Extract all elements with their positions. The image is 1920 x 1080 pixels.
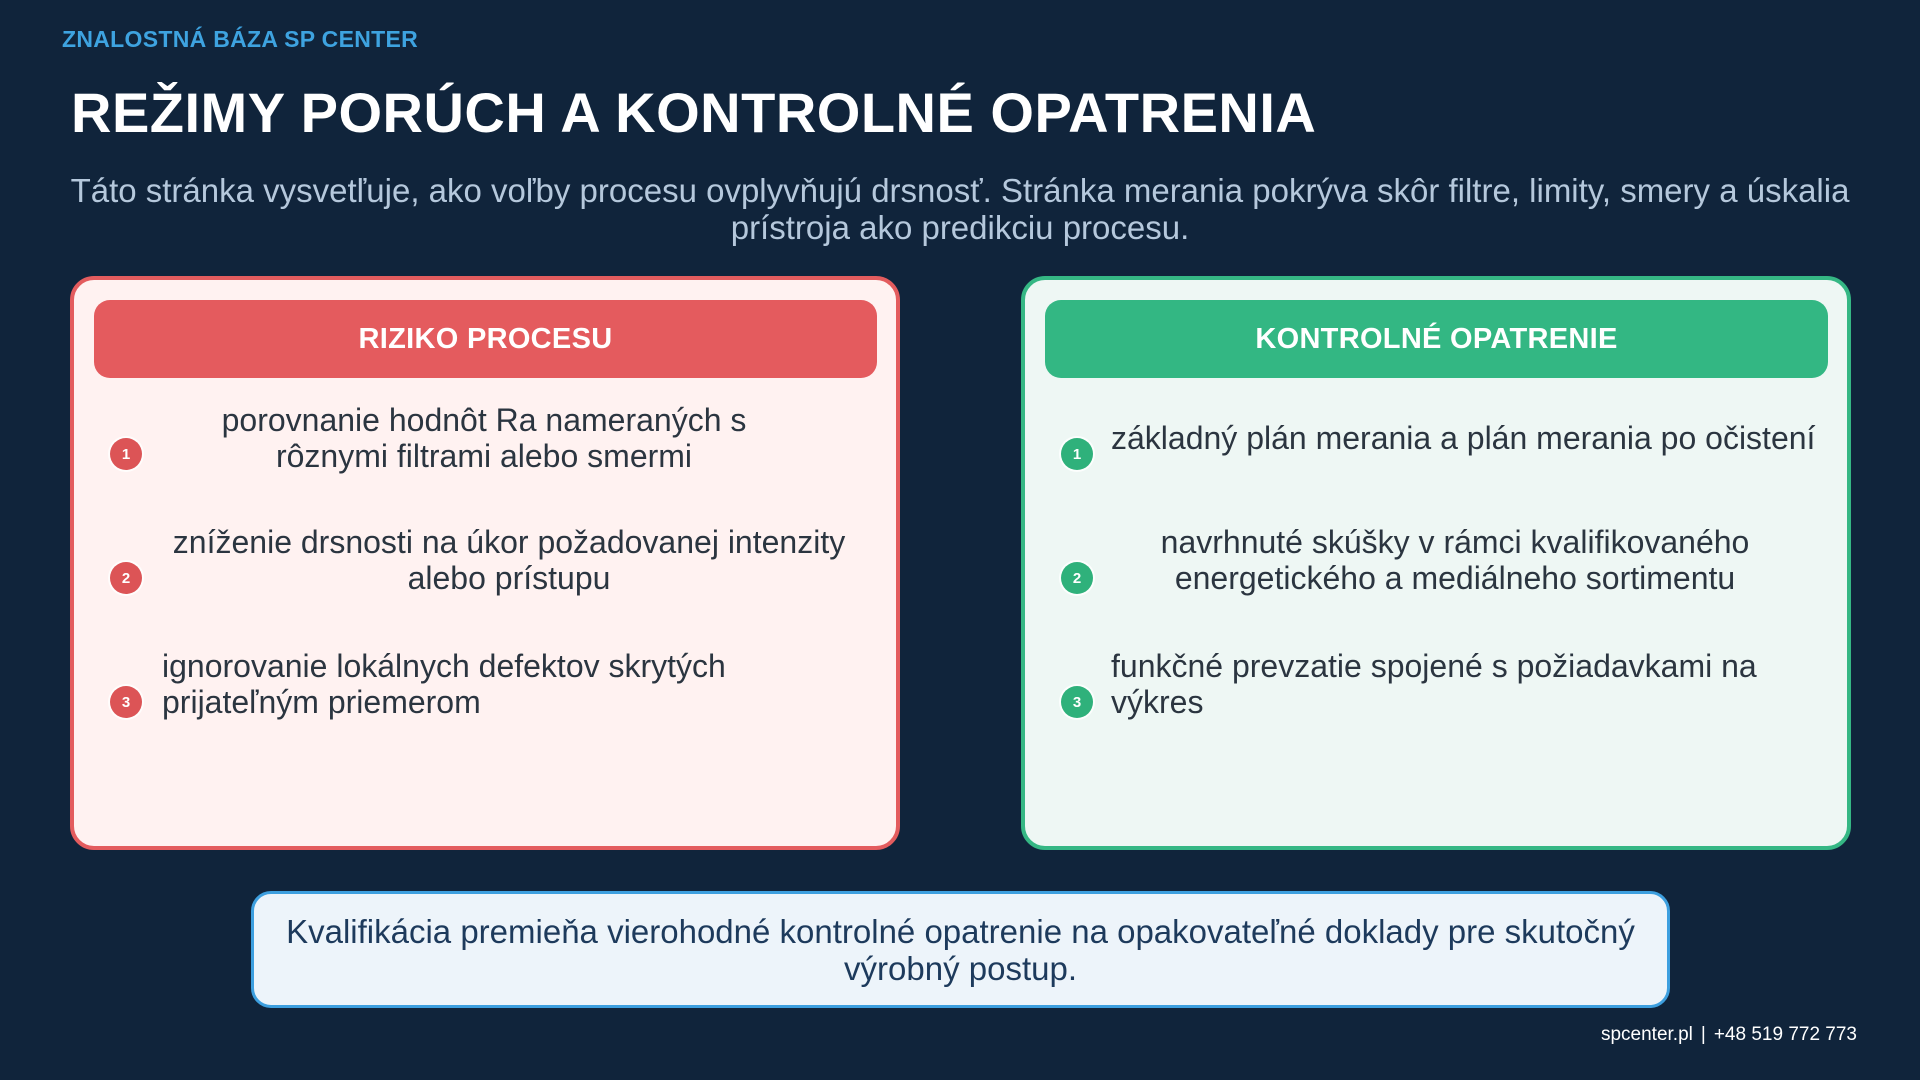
website-link[interactable]: spcenter.pl — [1600, 1024, 1693, 1045]
risk-item-text: ignorovanie lokálnych defektov skrytých prijateľným priemerom — [162, 648, 726, 720]
control-item — [1025, 396, 1847, 496]
control-item-text: základný plán merania a plán merania po očistení — [1111, 420, 1816, 456]
number-badge: 2 — [110, 562, 142, 594]
risk-item — [74, 518, 896, 618]
page-subtitle: Táto stránka vysvetľuje, ako voľby procesu ovplyvňujú drsnosť. Stránka merania pokrýva skôr filtre, limity, smery a úskalia prístroja ako predikciu procesu. — [70, 172, 1850, 246]
process-risk-panel — [70, 276, 900, 850]
risk-item — [74, 396, 896, 496]
control-measure-heading: KONTROLNÉ OPATRENIE — [1045, 300, 1828, 378]
risk-item-text: porovnanie hodnôt Ra nameraných s rôznymi filtrami alebo smermi — [221, 402, 747, 474]
risk-item-text: zníženie drsnosti na úkor požadovanej intenzity alebo prístupu — [172, 524, 846, 596]
process-risk-heading: RIZIKO PROCESU — [94, 300, 877, 378]
number-badge: 1 — [1061, 438, 1093, 470]
number-badge: 3 — [1061, 686, 1093, 718]
control-item-text: navrhnuté skúšky v rámci kvalifikovaného energetického a mediálneho sortimentu — [1160, 524, 1750, 596]
number-badge: 1 — [110, 438, 142, 470]
control-item — [1025, 518, 1847, 618]
number-badge: 3 — [110, 686, 142, 718]
footer-separator: | — [1700, 1024, 1706, 1045]
page-title: REŽIMY PORÚCH A KONTROLNÉ OPATRENIA — [71, 81, 1317, 144]
number-badge: 2 — [1061, 562, 1093, 594]
risk-item — [74, 642, 896, 742]
qualification-note: Kvalifikácia premieňa vierohodné kontrolné opatrenie na opakovateľné doklady pre skutočný výrobný postup. — [251, 891, 1670, 1008]
footer-contact — [1601, 1024, 1857, 1046]
control-item-text: funkčné prevzatie spojené s požiadavkami na výkres — [1111, 648, 1757, 720]
phone-number[interactable]: +48 519 772 773 — [1713, 1024, 1857, 1045]
control-measure-panel — [1021, 276, 1851, 850]
knowledge-base-label: ZNALOSTNÁ BÁZA SP CENTER — [62, 26, 419, 52]
control-item — [1025, 642, 1847, 742]
